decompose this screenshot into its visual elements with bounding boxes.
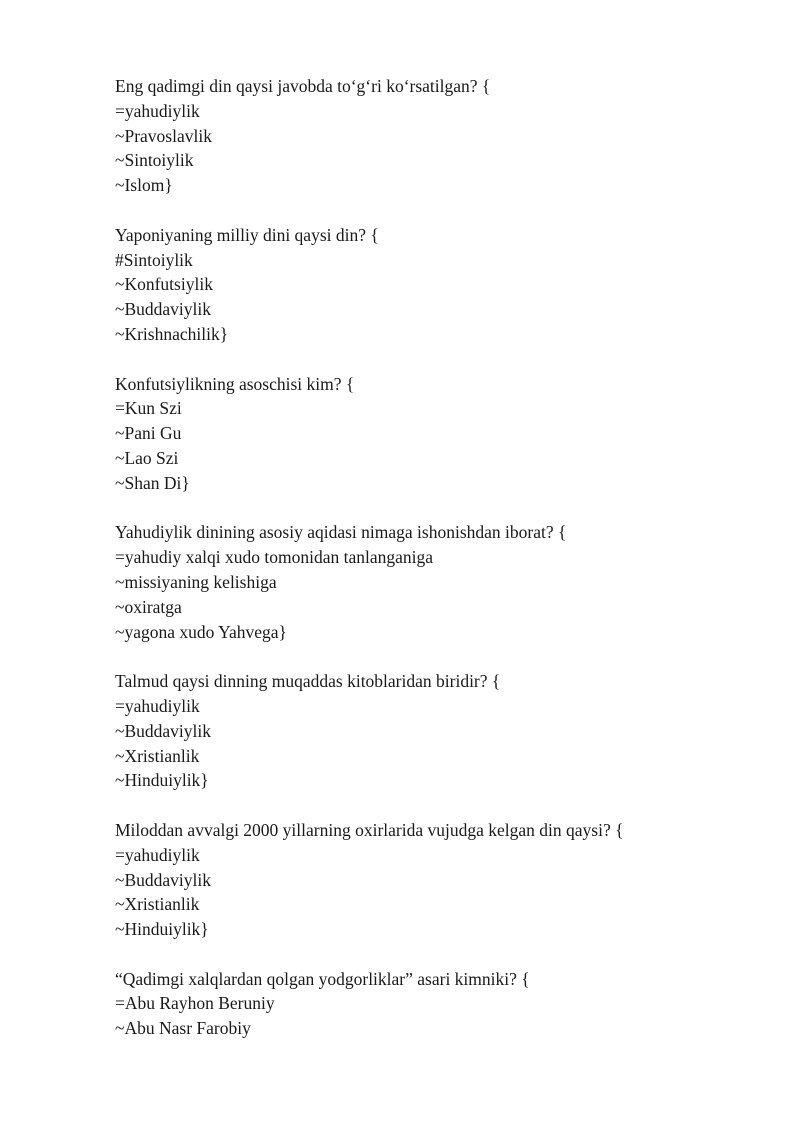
question-block [115, 520, 755, 644]
answer-option: ~Buddaviylik [115, 720, 211, 741]
answer-option: ~Hinduiylik} [115, 770, 209, 791]
answer-option: ~yagona xudo Yahvega} [115, 621, 287, 642]
question-block [115, 74, 755, 198]
answer-option: ~Pravoslavlik [115, 125, 212, 146]
answer-option: ~Pani Gu [115, 423, 182, 444]
question-block [115, 372, 755, 496]
question-text: “Qadimgi xalqlardan qolgan yodgorliklar” asari kimniki? { [115, 968, 530, 989]
answer-option: ~missiyaning kelishiga [115, 571, 277, 592]
question-text: Eng qadimgi din qaysi javobda to‘g‘ri ko‘rsatilgan? { [115, 76, 491, 96]
question-block [115, 967, 755, 1041]
question-block [115, 669, 755, 793]
answer-option: ~Buddaviylik [115, 299, 211, 320]
answer-option: ~Islom} [115, 175, 173, 196]
answer-option: ~Shan Di} [115, 472, 190, 493]
question-block [115, 818, 755, 942]
answer-option: =Abu Rayhon Beruniy [115, 993, 275, 1014]
answer-option: ~Krishnachilik} [115, 323, 229, 344]
document-page [115, 74, 755, 1066]
answer-option: =yahudiylik [115, 844, 200, 865]
answer-option: ~oxiratga [115, 596, 182, 617]
question-text: Yaponiyaning milliy dini qaysi din? { [115, 224, 379, 245]
answer-option: =yahudiylik [115, 100, 200, 121]
question-text: Miloddan avvalgi 2000 yillarning oxirlarida vujudga kelgan din qaysi? { [115, 819, 624, 840]
question-block [115, 223, 755, 347]
answer-option: ~Sintoiylik [115, 150, 194, 171]
answer-option: ~Xristianlik [115, 745, 200, 766]
answer-option: ~Hinduiylik} [115, 919, 209, 940]
answer-option: #Sintoiylik [115, 249, 193, 270]
answer-option: ~Lao Szi [115, 447, 179, 468]
answer-option: =yahudiy xalqi xudo tomonidan tanlanganiga [115, 547, 433, 568]
answer-option: ~Konfutsiylik [115, 274, 213, 295]
answer-option: ~Buddaviylik [115, 869, 211, 890]
answer-option: ~Abu Nasr Farobiy [115, 1018, 251, 1039]
answer-option: =Kun Szi [115, 398, 182, 419]
question-text: Yahudiylik dinining asosiy aqidasi nimaga ishonishdan iborat? { [115, 522, 567, 543]
question-text: Konfutsiylikning asoschisi kim? { [115, 373, 355, 394]
answer-option: ~Xristianlik [115, 894, 200, 915]
question-text: Talmud qaysi dinning muqaddas kitoblaridan biridir? { [115, 671, 501, 692]
answer-option: =yahudiylik [115, 695, 200, 716]
